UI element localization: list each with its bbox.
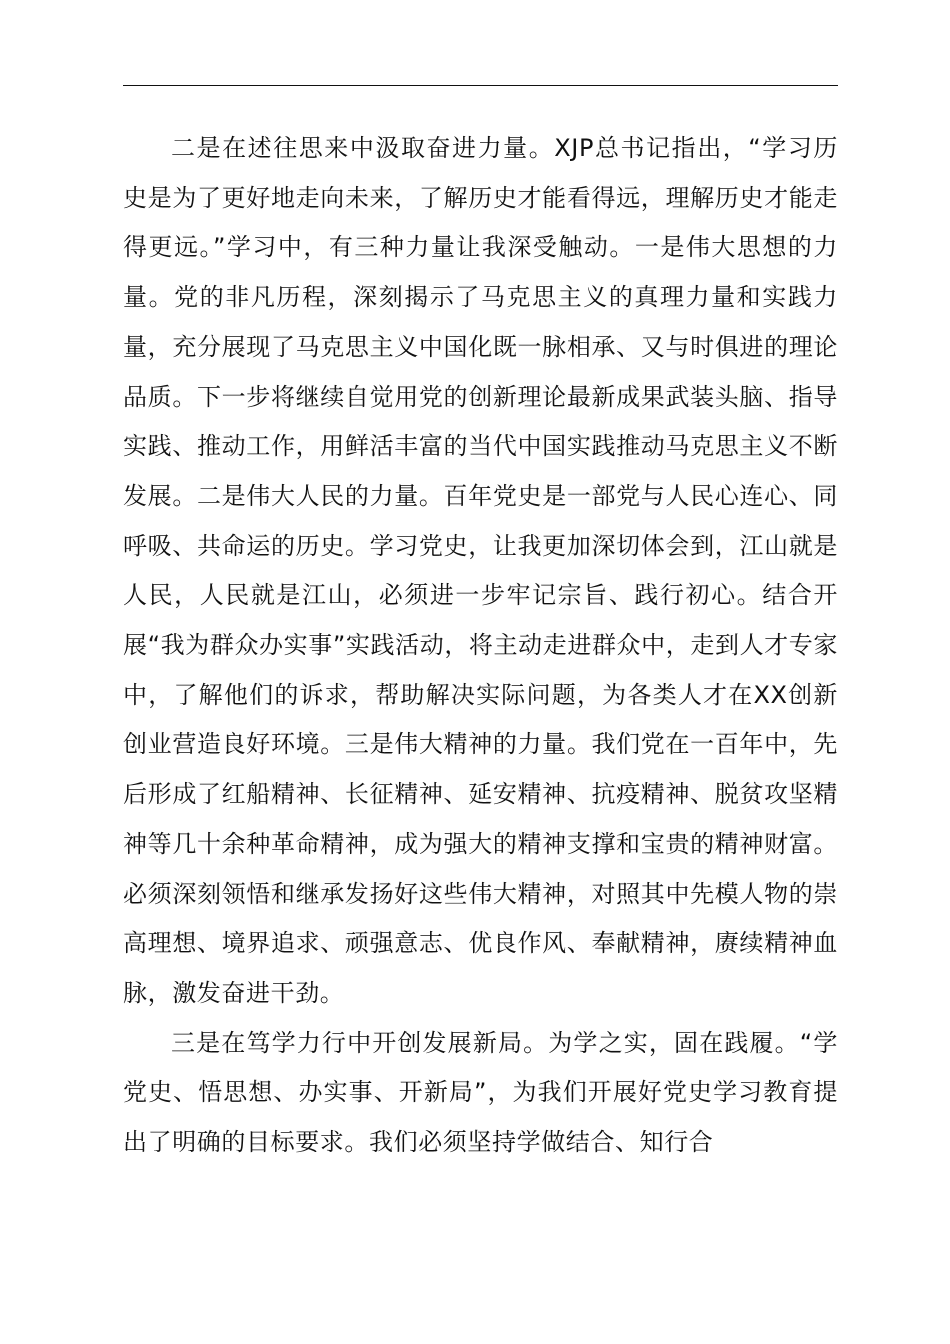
paragraph: 二是在述往思来中汲取奋进力量。XJP总书记指出，“学习历史是为了更好地走向未来，了解历史才能看得远，理解历史才能走得更远。”学习中，有三种力量让我深受触动。一是伟大思想的力量。党的非凡历程，深刻揭示了马克思主义的真理力量和实践力量，充分展现了马克思主义中国化既一脉相承、又与时俱进的理论品质。下一步将继续自觉用党的创新理论最新成果武装头脑、指导实践、推动工作，用鲜活丰富的当代中国实践推动马克思主义不断发展。二是伟大人民的力量。百年党史是一部党与人民心连心、同呼吸、共命运的历史。学习党史，让我更加深切体会到，江山就是人民，人民就是江山，必须进一步牢记宗旨、践行初心。结合开展“我为群众办实事”实践活动，将主动走进群众中，走到人才专家中，了解他们的诉求，帮助解决实际问题，为各类人才在XX创新创业营造良好环境。三是伟大精神的力量。我们党在一百年中，先后形成了红船精神、长征精神、延安精神、抗疫精神、脱贫攻坚精神等几十余种革命精神，成为强大的精神支撑和宝贵的精神财富。必须深刻领悟和继承发扬好这些伟大精神，对照其中先模人物的崇高理想、境界追求、顽强意志、优良作风、奉献精神，赓续精神血脉，激发奋进干劲。: [123, 134, 838, 1007]
header-divider: [123, 85, 838, 86]
paragraph: 三是在笃学力行中开创发展新局。为学之实，固在践履。“学党史、悟思想、办实事、开新局”，为我们开展好党史学习教育提出了明确的目标要求。我们必须坚持学做结合、知行合: [123, 1028, 838, 1157]
document-body: [123, 124, 838, 1168]
